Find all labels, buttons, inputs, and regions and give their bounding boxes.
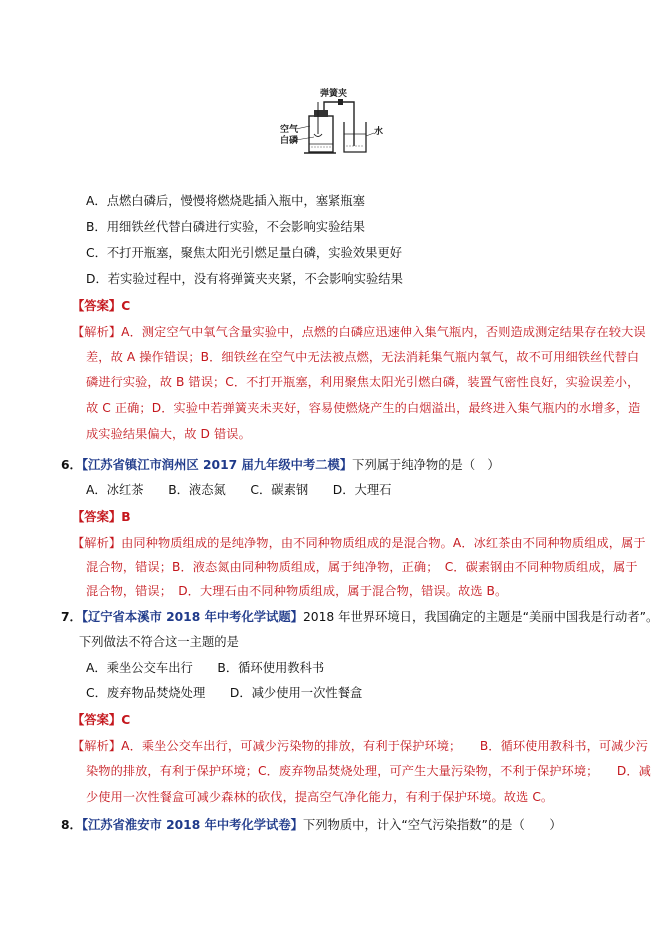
q7-answer: 【答案】C: [72, 713, 131, 727]
q5-analysis-line: 【解析】A．测定空气中氧气含量实验中，点燃的白磷应迅速伸入集气瓶内，否则造成测定结果存在较大误: [72, 325, 646, 339]
q8-source: 【江苏省淮安市 2018 年中考化学试卷】: [81, 818, 303, 832]
q6-analysis-line: 混合物，错误； D．大理石由不同种物质组成，属于混合物，错误。故选 B。: [86, 584, 508, 598]
air-label: 空气: [280, 125, 299, 135]
q7-options-row: A．乘坐公交车出行 B．循环使用教科书: [86, 661, 325, 675]
q6-options: A．冰红茶 B．液态氮 C．碳素钢 D．大理石: [86, 483, 392, 497]
q5-analysis-line: 磷进行实验，故 B 错误；C．不打开瓶塞，利用聚焦太阳光引燃白磷，装置气密性良好，实验误差小，: [86, 375, 640, 389]
q7-source: 【辽宁省本溪市 2018 年中考化学试题】: [81, 610, 303, 624]
clamp-label: 弹簧夹: [320, 89, 348, 99]
q7-number: 7．: [61, 610, 82, 624]
q6-stem: [61, 456, 500, 474]
q7-stem-text: 2018 年世界环境日，我国确定的主题是“美丽中国我是行动者”。: [302, 610, 659, 624]
q8-stem: [61, 816, 562, 834]
q5-analysis-line: 差，故 A 操作错误；B．细铁丝在空气中无法被点燃，无法消耗集气瓶内氧气，故不可用细铁丝代替白: [86, 350, 640, 364]
q8-stem-text: 下列物质中，计入“空气污染指数”的是（ ）: [302, 818, 562, 832]
q7-options-row: C．废弃物品焚烧处理 D．减少使用一次性餐盒: [86, 686, 363, 700]
q6-number: 6．: [61, 458, 82, 472]
q5-analysis-line: 成实验结果偏大，故 D 错误。: [86, 427, 251, 441]
q7-analysis-line: 染物的排放，有利于保护环境；C．废弃物品焚烧处理，可产生大量污染物，不利于保护环境； D．减: [86, 764, 651, 778]
q6-answer: 【答案】B: [72, 510, 131, 524]
q5-analysis-line: 故 C 正确；D．实验中若弹簧夹未夹好，容易使燃烧产生的白烟溢出，最终进入集气瓶内的水增多，造: [86, 401, 641, 415]
q6-source: 【江苏省镇江市润州区 2017 届九年级中考二模】: [81, 458, 353, 472]
q7-analysis-line: 少使用一次性餐盒可减少森林的砍伐，提高空气净化能力，有利于保护环境。故选 C。: [86, 790, 554, 804]
phosphorus-label: 白磷: [280, 136, 299, 146]
q8-number: 8．: [61, 818, 82, 832]
q6-stem-text: 下列属于纯净物的是（ ）: [352, 458, 500, 472]
q6-analysis-line: 混合物，错误；B．液态氮由同种物质组成，属于纯净物，正确； C．碳素钢由不同种物质组成，属于: [86, 560, 638, 574]
water-label: 水: [374, 127, 384, 137]
q5-option-d: D．若实验过程中，没有将弹簧夹夹紧，不会影响实验结果: [86, 272, 403, 286]
q5-option-b: B．用细铁丝代替白磷进行实验，不会影响实验结果: [86, 220, 365, 234]
q7-stem-continuation: 下列做法不符合这一主题的是: [79, 635, 239, 649]
q5-option-a: A．点燃白磷后，慢慢将燃烧匙插入瓶中，塞紧瓶塞: [86, 194, 365, 208]
q5-answer: 【答案】C: [72, 299, 131, 313]
q7-stem: [61, 608, 658, 626]
q7-analysis-line: 【解析】A．乘坐公交车出行，可减少污染物的排放，有利于保护环境； B．循环使用教科书，可减少污: [72, 739, 649, 753]
experiment-apparatus-figure: [276, 88, 386, 160]
q6-analysis-line: 【解析】由同种物质组成的是纯净物，由不同种物质组成的是混合物。A．冰红茶由不同种物质组成，属于: [72, 536, 646, 550]
q5-option-c: C．不打开瓶塞，聚焦太阳光引燃足量白磷，实验效果更好: [86, 246, 403, 260]
